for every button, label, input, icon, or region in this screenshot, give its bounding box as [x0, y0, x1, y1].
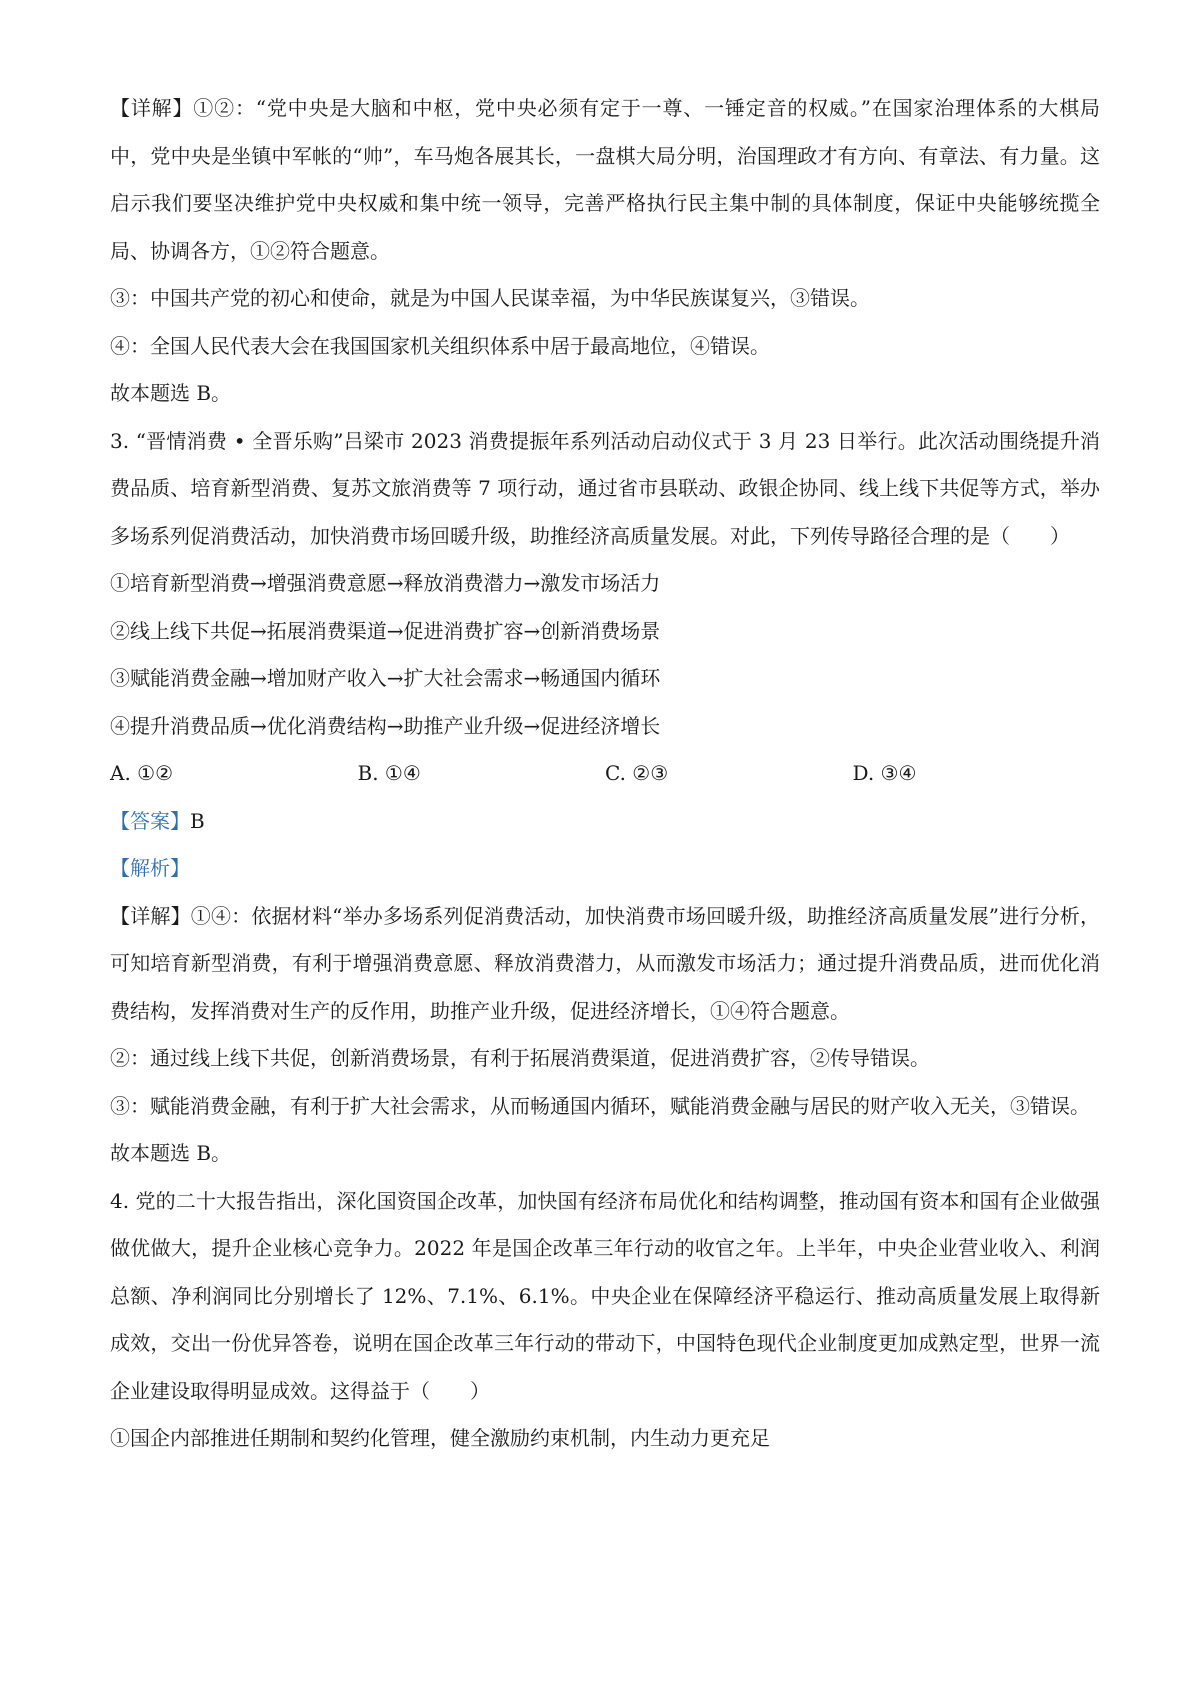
option-b: B. ①④ [357, 761, 421, 785]
answer-line [110, 798, 1100, 846]
option-d: D. ③④ [852, 761, 917, 785]
question-3-statement-2: ②线上线下共促→拓展消费渠道→促进消费扩容→创新消费场景 [110, 618, 661, 643]
q3-conclusion: 故本题选 B。 [110, 1141, 232, 1165]
question-4-statement-1: ①国企内部推进任期制和契约化管理，健全激励约束机制，内生动力更充足 [110, 1426, 770, 1450]
answer-tag: 【答案】 [110, 808, 190, 833]
q2-conclusion: 故本题选 B。 [110, 381, 232, 405]
analysis-line [110, 845, 1100, 893]
option-a: A. ①② [110, 761, 174, 785]
explanation-q2-item3: ③：中国共产党的初心和使命，就是为中国人民谋幸福，为中华民族谋复兴，③错误。 [110, 286, 870, 310]
explanation-q2-item4: ④：全国人民代表大会在我国国家机关组织体系中居于最高地位，④错误。 [110, 333, 770, 358]
option-c: C. ②③ [605, 761, 669, 785]
explanation-q3-item2: ②：通过线上线下共促，创新消费场景，有利于拓展消费渠道，促进消费扩容，②传导错误。 [110, 1046, 930, 1070]
explanation-q3-correct: 【详解】①④：依据材料“举办多场系列促消费活动，加快消费市场回暖升级，助推经济高质量发展”进行分析，可知培育新型消费，有利于增强消费意愿、释放消费潜力，从而激发市场活力；通过提升消费品质，进而优化消费结构，发挥消费对生产的反作用，助推产业升级，促进经济增长，①④符合题意。 [110, 903, 1100, 1023]
analysis-tag: 【解析】 [110, 856, 190, 880]
question-4-stem: 4. 党的二十大报告指出，深化国资国企改革，加快国有经济布局优化和结构调整，推动国有资本和国有企业做强做优做大，提升企业核心竞争力。2022 年是国企改革三年行动的收官之年。上半年，中央企业营业收入、利润总额、净利润同比分别增长了 12%、7.1%、6.1%。中央企业在保障经济平稳运行、推动高质量发展上取得新成效，交出一份优异答卷，说明在国企改革三年行动的带动下，中国特色现代企业制度更加成熟定型，世界一流企业建设取得明显成效。这得益于（ ） [110, 1188, 1100, 1403]
question-3-statement-1: ①培育新型消费→增强消费意愿→释放消费潜力→激发市场活力 [110, 571, 661, 595]
explanation-q3-item3: ③：赋能消费金融，有利于扩大社会需求，从而畅通国内循环，赋能消费金融与居民的财产收入无关，③错误。 [110, 1093, 1090, 1118]
document-page [110, 85, 1100, 1463]
question-3-stem: 3. “晋情消费 • 全晋乐购”吕梁市 2023 消费提振年系列活动启动仪式于 3 月 23 日举行。此次活动围绕提升消费品质、培育新型消费、复苏文旅消费等 7 项行动，通过省市县联动、政银企协同、线上线下共促等方式，举办多场系列促消费活动，加快消费市场回暖升级，助推经济高质量发展。对此，下列传导路径合理的是（ ） [110, 428, 1100, 548]
question-3-options [110, 750, 1100, 798]
question-3-statement-4: ④提升消费品质→优化消费结构→助推产业升级→促进经济增长 [110, 713, 661, 738]
question-3-statement-3: ③赋能消费金融→增加财产收入→扩大社会需求→畅通国内循环 [110, 666, 661, 690]
explanation-q2-correct: 【详解】①②：“党中央是大脑和中枢，党中央必须有定于一尊、一锤定音的权威。”在国家治理体系的大棋局中，党中央是坐镇中军帐的“帅”，车马炮各展其长，一盘棋大局分明，治国理政才有方向、有章法、有力量。这启示我们要坚决维护党中央权威和集中统一领导，完善严格执行民主集中制的具体制度，保证中央能够统揽全局、协调各方，①②符合题意。 [110, 96, 1100, 263]
answer-value: B [190, 808, 205, 833]
